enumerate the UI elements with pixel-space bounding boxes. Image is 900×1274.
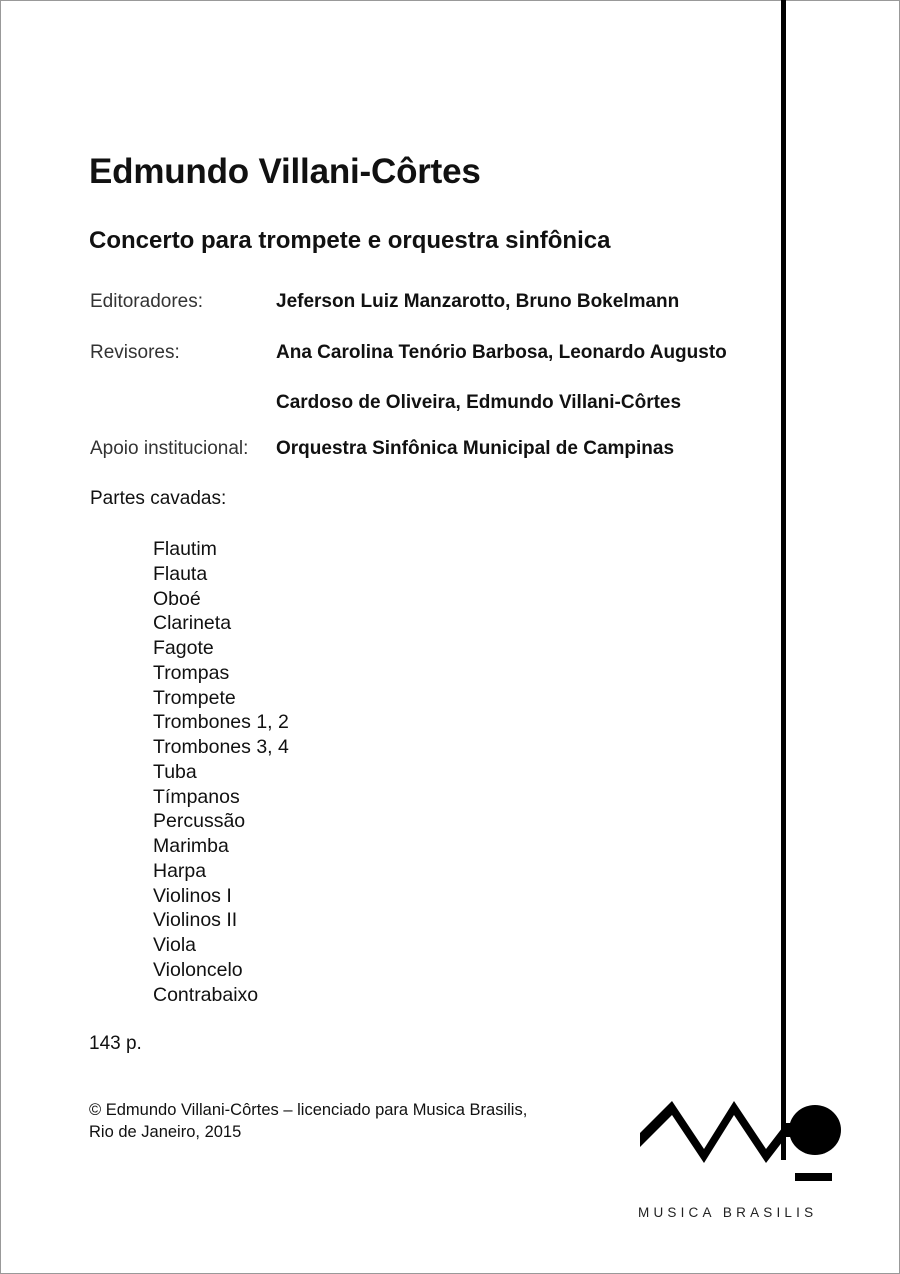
composer-name: Edmundo Villani-Côrtes	[89, 152, 481, 191]
list-item: Contrabaixo	[153, 983, 259, 1006]
list-item: Violoncelo	[153, 958, 243, 981]
list-item: Tuba	[153, 760, 197, 783]
work-title: Concerto para trompete e orquestra sinfônica	[89, 227, 611, 254]
list-item: Viola	[153, 934, 197, 956]
list-item: Violinos II	[153, 909, 238, 932]
revisores-value-line2: Cardoso de Oliveira, Edmundo Villani-Côrtes	[276, 392, 682, 413]
logo-note-stem	[781, 0, 786, 1160]
revisores-value-line1: Ana Carolina Tenório Barbosa, Leonardo Augusto	[276, 342, 727, 363]
list-item: Trombones 1, 2	[153, 711, 289, 734]
copyright-line2: Rio de Janeiro, 2015	[89, 1123, 242, 1141]
list-item: Trompete	[153, 686, 236, 709]
apoio-label: Apoio institucional:	[90, 438, 249, 459]
list-item: Violinos I	[153, 884, 232, 907]
list-item: Oboé	[153, 587, 201, 610]
revisores-label: Revisores:	[90, 342, 180, 363]
parts-list	[153, 537, 289, 1007]
list-item: Clarineta	[153, 612, 232, 635]
editoradores-label: Editoradores:	[90, 291, 204, 312]
copyright-line1: © Edmundo Villani-Côrtes – licenciado para Musica Brasilis,	[89, 1101, 528, 1119]
list-item: Harpa	[153, 859, 207, 882]
musica-brasilis-logo-icon	[636, 1093, 846, 1193]
apoio-value: Orquestra Sinfônica Municipal de Campinas	[276, 438, 675, 459]
list-item: Trompas	[153, 661, 230, 684]
editoradores-value: Jeferson Luiz Manzarotto, Bruno Bokelmann	[276, 291, 680, 312]
list-item: Percussão	[153, 810, 246, 833]
parts-label: Partes cavadas:	[90, 488, 227, 509]
list-item: Marimba	[153, 835, 229, 857]
list-item: Flautim	[153, 538, 217, 560]
copyright	[89, 1099, 527, 1143]
page-count: 143 p.	[89, 1033, 142, 1054]
list-item: Tímpanos	[153, 785, 240, 808]
logo-wordmark: MUSICA BRASILIS	[638, 1205, 818, 1220]
list-item: Fagote	[153, 637, 214, 659]
list-item: Flauta	[153, 562, 208, 585]
list-item: Trombones 3, 4	[153, 736, 289, 758]
